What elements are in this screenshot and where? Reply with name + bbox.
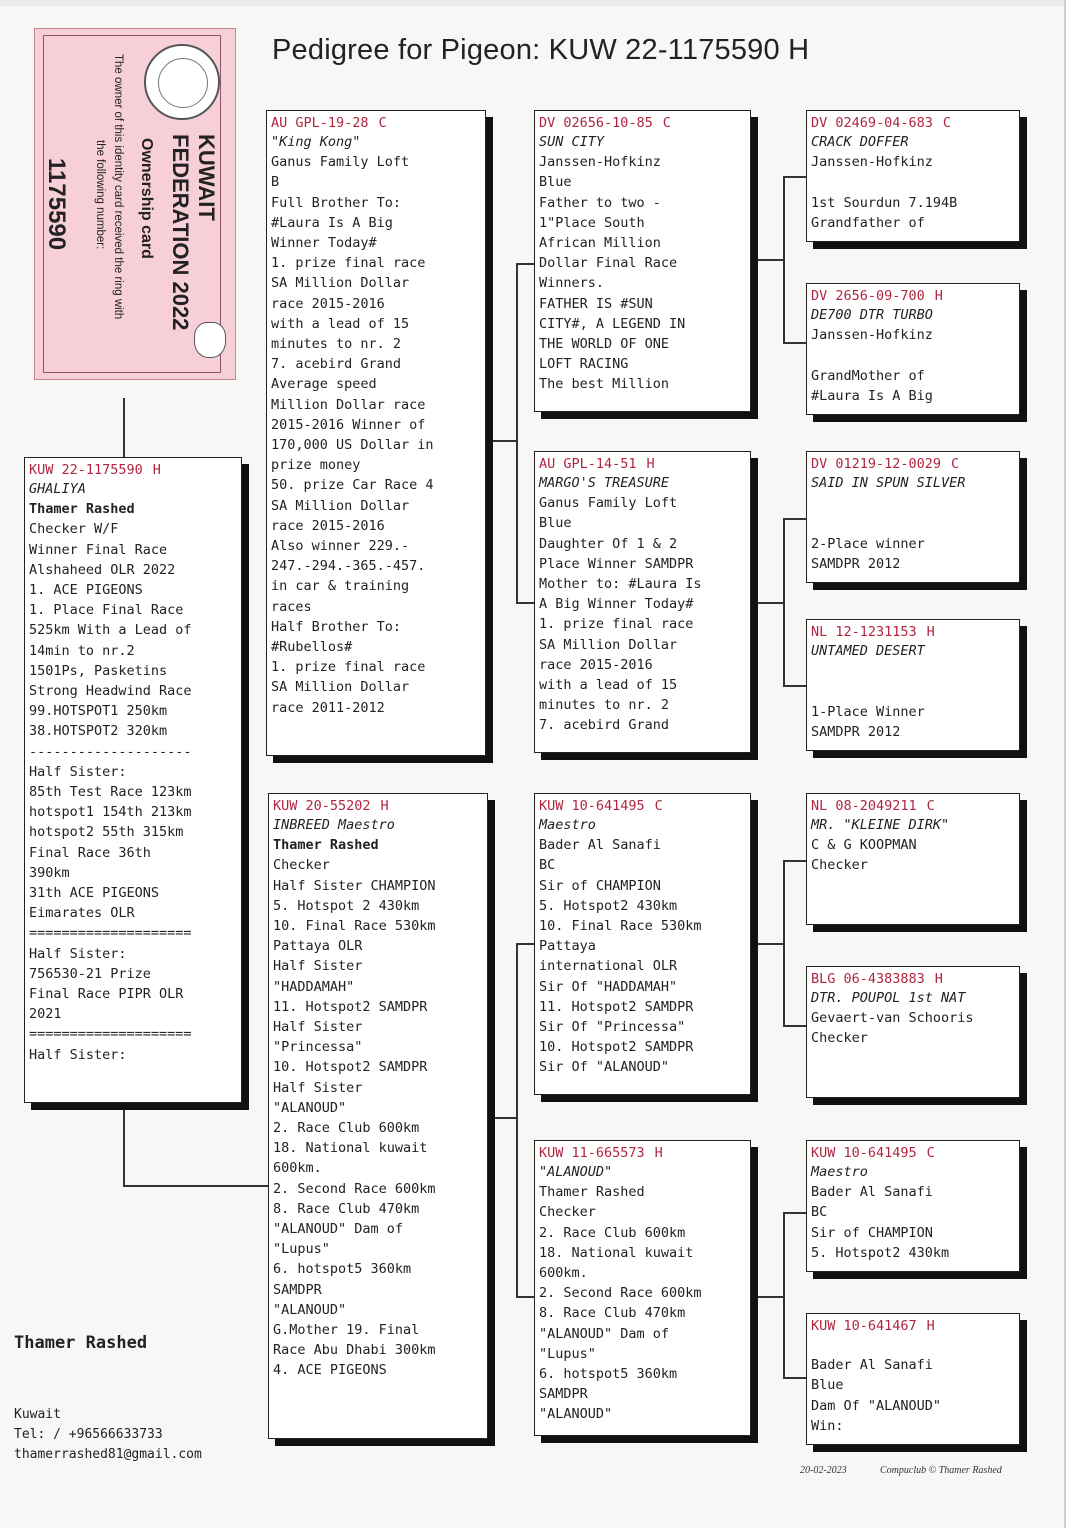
info-line: 2021 xyxy=(29,1006,62,1023)
info-line: 10. Final Race 530km xyxy=(273,918,436,935)
info-line: 525km With a Lead of xyxy=(29,622,192,639)
ggp-8-box xyxy=(806,1313,1020,1445)
info-line: minutes to nr. 2 xyxy=(271,336,402,353)
info-line: 1. ACE PIGEONS xyxy=(29,582,143,599)
info-line: 2. Second Race 600km xyxy=(273,1180,436,1197)
info-line: 38.HOTSPOT2 320km xyxy=(29,723,168,740)
connector xyxy=(783,176,785,343)
ring-number: BLG 06-4383883 xyxy=(811,971,925,987)
ring-number: DV 02469-04-683 xyxy=(811,115,933,131)
page-title: Pedigree for Pigeon: KUW 22-1175590 H xyxy=(272,34,810,66)
connector xyxy=(758,1296,785,1298)
info-line: Checker xyxy=(811,1030,868,1047)
pigeon-name: Maestro xyxy=(811,1164,868,1180)
info-line: Checker W/F xyxy=(29,521,119,538)
connector xyxy=(783,1377,806,1379)
pigeon-name: CRACK DOFFER xyxy=(811,134,909,150)
sire-dam-box xyxy=(534,451,751,753)
info-line: 6. hotspot5 360km xyxy=(539,1366,678,1383)
ring-number: DV 2656-09-700 xyxy=(811,288,925,304)
ring-header xyxy=(811,797,1014,815)
info-line: 5. Hotspot2 430km xyxy=(539,897,678,914)
info-line: "HADDAMAH" xyxy=(273,978,355,995)
sex-code: H xyxy=(380,798,389,814)
info-line: 756530-21 Prize xyxy=(29,965,151,982)
info-line: Final Race 36th xyxy=(29,844,151,861)
federation-seal-icon xyxy=(144,44,220,120)
info-line: Half Sister CHAMPION xyxy=(273,877,436,894)
card-federation: KUWAIT xyxy=(194,134,219,221)
info-line: Blue xyxy=(811,1377,844,1394)
info-line: 1"Place South xyxy=(539,214,645,231)
info-line: CITY#, A LEGEND IN xyxy=(539,315,686,332)
info-line: Ganus Family Loft xyxy=(539,495,678,512)
info-line: Half Sister: xyxy=(29,1046,127,1063)
info-line: Thamer Rashed xyxy=(273,837,379,854)
connector xyxy=(758,943,785,945)
info-line: A Big Winner Today# xyxy=(539,596,694,613)
info-line: race 2015-2016 xyxy=(539,656,653,673)
connector xyxy=(783,518,785,686)
info-line: Strong Headwind Race xyxy=(29,683,192,700)
info-line: "Princessa" xyxy=(273,1039,363,1056)
info-line: hotspot2 55th 315km xyxy=(29,824,184,841)
ggp-3-box xyxy=(806,451,1020,583)
info-line: Half Sister: xyxy=(29,763,127,780)
subject-box xyxy=(24,457,242,1103)
info-line: with a lead of 15 xyxy=(539,677,678,694)
info-line: African Million xyxy=(539,235,661,252)
info-line: Father to two - xyxy=(539,194,661,211)
owner-name: Thamer Rashed xyxy=(14,1333,148,1353)
info-line: 390km xyxy=(29,864,70,881)
connector xyxy=(486,440,518,442)
pigeon-name: DE700 DTR TURBO xyxy=(811,307,933,323)
info-line: "ALANOUD" xyxy=(273,1099,347,1116)
pigeon-name: MARGO'S TREASURE xyxy=(539,475,670,491)
info-line: Sir of CHAMPION xyxy=(811,1224,933,1241)
ring-header xyxy=(811,623,1014,641)
info-line: Thamer Rashed xyxy=(539,1184,645,1201)
info-line: 10. Hotspot2 SAMDPR xyxy=(539,1039,694,1056)
connector xyxy=(758,259,785,261)
ring-header xyxy=(273,797,482,815)
blank-line xyxy=(811,172,1014,192)
sex-code: C xyxy=(951,456,960,472)
sex-code: H xyxy=(654,1145,663,1161)
ring-number: KUW 22-1175590 xyxy=(29,462,143,478)
info-line: Also winner 229.- xyxy=(271,538,410,555)
connector xyxy=(783,1212,785,1378)
info-line: ==================== xyxy=(29,1026,192,1043)
connector xyxy=(783,1025,806,1027)
connector xyxy=(758,602,785,604)
pigeon-name: MR. "KLEINE DIRK" xyxy=(811,817,950,833)
ring-header xyxy=(271,114,480,132)
connector xyxy=(123,1185,268,1187)
info-line: race 2015-2016 xyxy=(271,295,385,312)
info-line: 600km. xyxy=(273,1160,322,1177)
info-line: Full Brother To: xyxy=(271,194,402,211)
connector xyxy=(783,176,806,178)
info-line: 1. prize final race xyxy=(271,659,426,676)
info-line: SAMDPR 2012 xyxy=(811,723,901,740)
info-line: Half Sister xyxy=(273,1019,363,1036)
blank-line xyxy=(811,345,1014,365)
info-line: 1. Place Final Race xyxy=(29,602,184,619)
blank-line xyxy=(811,681,1014,701)
info-line: Pattaya xyxy=(539,938,596,955)
ring-header xyxy=(539,797,745,815)
info-line: 18. National kuwait xyxy=(539,1244,694,1261)
ring-header xyxy=(811,114,1014,132)
info-line: "ALANOUD" Dam of xyxy=(273,1221,404,1238)
info-line: 2. Race Club 600km xyxy=(273,1120,420,1137)
blank-line xyxy=(811,661,1014,681)
info-line: Bader Al Sanafi xyxy=(539,837,661,854)
info-line: Winners. xyxy=(539,275,605,292)
info-line: "ALANOUD" xyxy=(539,1406,613,1423)
ring-number: DV 01219-12-0029 xyxy=(811,456,942,472)
info-line: with a lead of 15 xyxy=(271,315,410,332)
info-line: SAMDPR 2012 xyxy=(811,555,901,572)
sex-code: C xyxy=(662,115,671,131)
federation-logo-icon xyxy=(194,322,226,358)
ring-number: NL 08-2049211 xyxy=(811,798,917,814)
info-line: #Laura Is A Big xyxy=(811,387,933,404)
ring-number: NL 12-1231153 xyxy=(811,624,917,640)
ring-header xyxy=(811,1317,1014,1335)
info-line: Half Sister: xyxy=(29,945,127,962)
blank-line xyxy=(811,1335,1014,1355)
info-line: race 2011-2012 xyxy=(271,699,385,716)
info-line: SA Million Dollar xyxy=(271,679,410,696)
blank-line xyxy=(811,513,1014,533)
info-line: 6. hotspot5 360km xyxy=(273,1261,412,1278)
card-statement-1: The owner of this identity card received the ring with xyxy=(112,54,124,320)
connector xyxy=(783,860,806,862)
connector xyxy=(783,342,806,344)
info-line: 7. acebird Grand xyxy=(539,717,670,734)
ring-number: KUW 11-665573 xyxy=(539,1145,645,1161)
info-line: 5. Hotspot2 430km xyxy=(811,1244,950,1261)
connector xyxy=(783,1212,806,1214)
info-line: SAMDPR xyxy=(539,1386,588,1403)
info-line: The best Million xyxy=(539,376,670,393)
blank-line xyxy=(811,493,1014,513)
info-line: Place Winner SAMDPR xyxy=(539,555,694,572)
ring-header xyxy=(29,461,236,479)
ring-number: KUW 10-641467 xyxy=(811,1318,917,1334)
info-line: 50. prize Car Race 4 xyxy=(271,477,434,494)
connector xyxy=(123,1110,125,1186)
ring-number: AU GPL-19-28 xyxy=(271,115,369,131)
info-line: 2-Place winner xyxy=(811,535,925,552)
connector xyxy=(516,263,518,603)
info-line: 1. prize final race xyxy=(539,616,694,633)
info-line: #Rubellos# xyxy=(271,639,353,656)
ring-number: KUW 10-641495 xyxy=(811,1145,917,1161)
ggp-2-box xyxy=(806,283,1020,415)
info-line: "ALANOUD" Dam of xyxy=(539,1325,670,1342)
info-line: GrandMother of xyxy=(811,367,925,384)
info-line: BC xyxy=(811,1204,828,1221)
info-line: Bader Al Sanafi xyxy=(811,1357,933,1374)
info-line: 10. Final Race 530km xyxy=(539,918,702,935)
info-line: Blue xyxy=(539,174,572,191)
ring-header xyxy=(811,455,1014,473)
info-line: 85th Test Race 123km xyxy=(29,784,192,801)
sex-code: C xyxy=(926,798,935,814)
info-line: 1. prize final race xyxy=(271,255,426,272)
sex-code: H xyxy=(152,462,161,478)
info-line: G.Mother 19. Final xyxy=(273,1322,420,1339)
info-line: 170,000 US Dollar in xyxy=(271,437,434,454)
ggp-5-box xyxy=(806,793,1020,925)
sire-sire-box xyxy=(534,110,751,412)
pigeon-name: GHALIYA xyxy=(29,481,86,497)
info-line: Half Sister xyxy=(273,958,363,975)
info-line: "Lupus" xyxy=(539,1345,596,1362)
info-line: Daughter Of 1 & 2 xyxy=(539,535,678,552)
info-line: Sir Of "ALANOUD" xyxy=(539,1059,670,1076)
info-line: 11. Hotspot2 SAMDPR xyxy=(539,998,694,1015)
sex-code: H xyxy=(934,971,943,987)
footer-date: 20-02-2023 xyxy=(800,1465,847,1476)
info-line: Pattaya OLR xyxy=(273,938,363,955)
info-line: 10. Hotspot2 SAMDPR xyxy=(273,1059,428,1076)
sex-code: C xyxy=(654,798,663,814)
owner-country: Kuwait xyxy=(14,1407,61,1422)
pigeon-name: "King Kong" xyxy=(271,134,361,150)
pigeon-name: SUN CITY xyxy=(539,134,605,150)
card-ring-number: 1175590 xyxy=(43,158,70,251)
ring-number: AU GPL-14-51 xyxy=(539,456,637,472)
info-line: prize money xyxy=(271,457,361,474)
info-line: in car & training xyxy=(271,578,410,595)
pigeon-name: DTR. POUPOL 1st NAT xyxy=(811,990,966,1006)
card-statement-2: the following number: xyxy=(94,140,106,250)
info-line: Checker xyxy=(539,1204,596,1221)
info-line: Sir of CHAMPION xyxy=(539,877,661,894)
info-line: Half Brother To: xyxy=(271,618,402,635)
connector xyxy=(516,602,536,604)
info-line: Alshaheed OLR 2022 xyxy=(29,561,176,578)
connector xyxy=(783,518,806,520)
dam-sire-box xyxy=(534,793,751,1095)
ggp-6-box xyxy=(806,966,1020,1098)
info-line: races xyxy=(271,598,312,615)
pigeon-name: INBREED Maestro xyxy=(273,817,395,833)
info-line: THE WORLD OF ONE xyxy=(539,336,670,353)
connector xyxy=(783,685,806,687)
info-line: 99.HOTSPOT1 250km xyxy=(29,703,168,720)
info-line: Sir Of "Princessa" xyxy=(539,1019,686,1036)
pigeon-name: Maestro xyxy=(539,817,596,833)
info-line: C & G KOOPMAN xyxy=(811,837,917,854)
ggp-4-box xyxy=(806,619,1020,751)
info-line: 2. Second Race 600km xyxy=(539,1285,702,1302)
info-line: Half Sister xyxy=(273,1079,363,1096)
info-line: Average speed xyxy=(271,376,377,393)
info-line: 1st Sourdun 7.194B xyxy=(811,194,958,211)
info-line: Checker xyxy=(273,857,330,874)
pigeon-name: "ALANOUD" xyxy=(539,1164,613,1180)
info-line: ==================== xyxy=(29,925,192,942)
footer-software: Compuclub © Thamer Rashed xyxy=(880,1465,1002,1476)
ring-number: KUW 10-641495 xyxy=(539,798,645,814)
info-line: 18. National kuwait xyxy=(273,1140,428,1157)
info-line: Dam Of "ALANOUD" xyxy=(811,1397,942,1414)
info-line: Bader Al Sanafi xyxy=(811,1184,933,1201)
sex-code: H xyxy=(926,624,935,640)
connector xyxy=(488,1117,518,1119)
info-line: FATHER IS #SUN xyxy=(539,295,653,312)
ring-header xyxy=(811,287,1014,305)
info-line: Blue xyxy=(539,515,572,532)
card-federation-year: FEDERATION 2022 xyxy=(168,134,193,331)
pigeon-name: SAID IN SPUN SILVER xyxy=(811,475,966,491)
info-line: 7. acebird Grand xyxy=(271,356,402,373)
info-line: Janssen-Hofkinz xyxy=(539,154,661,171)
info-line: Sir Of "HADDAMAH" xyxy=(539,978,678,995)
info-line: SAMDPR xyxy=(273,1281,322,1298)
pigeon-name: UNTAMED DESERT xyxy=(811,643,925,659)
info-line: 1-Place Winner xyxy=(811,703,925,720)
info-line: -------------------- xyxy=(29,743,192,760)
sex-code: C xyxy=(378,115,387,131)
info-line: 5. Hotspot 2 430km xyxy=(273,897,420,914)
info-line: Gevaert-van Schooris xyxy=(811,1010,974,1027)
info-line: 4. ACE PIGEONS xyxy=(273,1362,387,1379)
info-line: Mother to: #Laura Is xyxy=(539,576,702,593)
info-line: international OLR xyxy=(539,958,678,975)
dam-dam-box xyxy=(534,1140,751,1436)
ring-header xyxy=(811,970,1014,988)
ring-header xyxy=(539,455,745,473)
sex-code: H xyxy=(926,1318,935,1334)
info-line: Dollar Final Race xyxy=(539,255,678,272)
ggp-7-box xyxy=(806,1140,1020,1272)
info-line: 247.-294.-365.-457. xyxy=(271,558,426,575)
info-line: "ALANOUD" xyxy=(273,1301,347,1318)
card-title: Ownership card xyxy=(138,138,155,259)
info-line: B xyxy=(271,174,280,191)
ring-header xyxy=(539,114,745,132)
info-line: Race Abu Dhabi 300km xyxy=(273,1342,436,1359)
info-line: 11. Hotspot2 SAMDPR xyxy=(273,998,428,1015)
sire-box xyxy=(266,110,486,756)
info-line: minutes to nr. 2 xyxy=(539,697,670,714)
info-line: hotspot1 154th 213km xyxy=(29,804,192,821)
sex-code: H xyxy=(646,456,655,472)
connector xyxy=(516,1296,536,1298)
info-line: Checker xyxy=(811,857,868,874)
info-line: Win: xyxy=(811,1417,844,1434)
sex-code: C xyxy=(942,115,952,131)
top-edge xyxy=(0,0,1064,6)
info-line: 8. Race Club 470km xyxy=(273,1200,420,1217)
info-line: #Laura Is A Big xyxy=(271,214,393,231)
info-line: race 2015-2016 xyxy=(271,517,385,534)
owner-email: thamerrashed81@gmail.com xyxy=(14,1447,202,1462)
info-line: 2. Race Club 600km xyxy=(539,1224,686,1241)
ring-header xyxy=(539,1144,745,1162)
connector xyxy=(516,943,518,1297)
info-line: Final Race PIPR OLR xyxy=(29,986,184,1003)
info-line: "Lupus" xyxy=(273,1241,330,1258)
info-line: Million Dollar race xyxy=(271,396,426,413)
info-line: Ganus Family Loft xyxy=(271,154,410,171)
info-line: BC xyxy=(539,857,556,874)
dam-box xyxy=(268,793,488,1439)
info-line: Thamer Rashed xyxy=(29,501,135,518)
info-line: 14min to nr.2 xyxy=(29,642,135,659)
owner-tel: Tel: / +96566633733 xyxy=(14,1427,163,1442)
connector xyxy=(783,860,785,1026)
connector xyxy=(516,263,536,265)
ring-number: KUW 20-55202 xyxy=(273,798,371,814)
ring-header xyxy=(811,1144,1014,1162)
info-line: 1501Ps, Pasketins xyxy=(29,662,168,679)
sex-code: C xyxy=(926,1145,935,1161)
info-line: LOFT RACING xyxy=(539,356,629,373)
info-line: 600km. xyxy=(539,1265,588,1282)
info-line: Grandfather of xyxy=(811,214,925,231)
connector xyxy=(123,398,125,458)
info-line: SA Million Dollar xyxy=(271,497,410,514)
info-line: Winner Today# xyxy=(271,235,377,252)
info-line: Janssen-Hofkinz xyxy=(811,327,933,344)
info-line: Janssen-Hofkinz xyxy=(811,154,933,171)
info-line: Winner Final Race xyxy=(29,541,168,558)
info-line: Eimarates OLR xyxy=(29,905,135,922)
sex-code: H xyxy=(934,288,943,304)
info-line: 31th ACE PIGEONS xyxy=(29,885,160,902)
info-line: SA Million Dollar xyxy=(539,636,678,653)
ggp-1-box xyxy=(806,110,1020,242)
info-line: 2015-2016 Winner of xyxy=(271,416,426,433)
info-line: 8. Race Club 470km xyxy=(539,1305,686,1322)
info-line: SA Million Dollar xyxy=(271,275,410,292)
connector xyxy=(516,943,536,945)
ring-number: DV 02656-10-85 xyxy=(539,115,653,131)
